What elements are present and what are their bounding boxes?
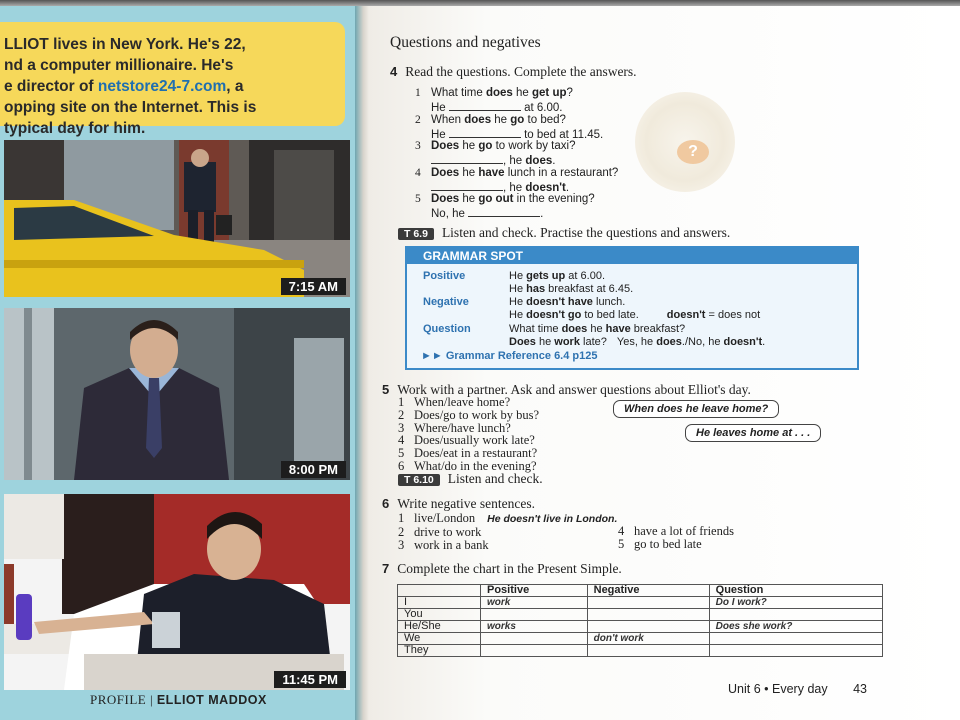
table-cell[interactable] <box>709 645 882 657</box>
grammar-text: What time <box>509 323 562 335</box>
exercise-7-instruction <box>382 561 622 577</box>
grammar-bold: has <box>526 283 546 295</box>
item-text: What/do in the evening? <box>414 458 537 473</box>
grammar-bold: doesn't go <box>526 309 582 321</box>
grammar-bold: doesn't <box>723 336 763 348</box>
question-text: What time <box>431 87 486 99</box>
question-item <box>415 114 603 142</box>
column-header <box>398 585 481 597</box>
exercise-6-instruction <box>382 496 535 512</box>
grammar-bold: have <box>605 323 631 335</box>
question-bold: go <box>510 114 525 126</box>
item-text: Where/have lunch? <box>414 420 511 435</box>
listen-check-5 <box>398 471 543 487</box>
grammar-text: He <box>509 296 527 308</box>
grammar-bold: doesn't <box>666 309 706 321</box>
answer-text: to bed at 11.45. <box>520 129 604 141</box>
time-label: 7:15 AM <box>281 278 346 295</box>
instruction-text: Listen and check. Practise the questions and answers. <box>441 225 731 240</box>
grammar-label: Positive <box>423 270 466 282</box>
question-item <box>415 193 595 221</box>
answer-blank[interactable] <box>449 127 521 138</box>
column-header: Question <box>709 585 882 597</box>
item-number: 2 <box>398 407 405 422</box>
exercise-6-list-left <box>398 512 617 551</box>
answer-line <box>415 100 573 115</box>
grammar-text: late? <box>579 336 607 348</box>
item-text: Does/eat in a restaurant? <box>414 446 538 461</box>
answer-text: , he <box>503 182 526 194</box>
list-item <box>398 512 617 526</box>
grammar-bold: does <box>561 323 588 335</box>
item-text: go to bed late <box>634 536 702 551</box>
table-cell[interactable]: Does she work? <box>709 621 882 633</box>
question-text: to bed? <box>524 114 566 126</box>
question-bold: get up <box>532 87 567 99</box>
grammar-label: Negative <box>423 296 469 308</box>
grammar-bold: work <box>554 336 580 348</box>
footer-unit: Unit 6 <box>728 682 761 696</box>
grammar-label: Question <box>423 323 471 335</box>
question-bold: have <box>478 167 505 179</box>
item-number: 5 <box>398 446 405 461</box>
question-bold: does <box>485 87 513 99</box>
netstore-link[interactable]: netstore24-7.com <box>97 78 227 95</box>
item-number: 4 <box>415 167 421 179</box>
answer-text: He <box>431 129 449 141</box>
item-number: 1 <box>398 395 405 409</box>
item-number: 3 <box>398 537 405 552</box>
exercise-number: 7 <box>382 561 390 576</box>
table-cell[interactable] <box>481 609 588 621</box>
grammar-text: Yes, he <box>616 336 657 348</box>
grammar-text: breakfast? <box>630 323 686 335</box>
table-header-row <box>398 585 883 597</box>
grammar-text: he <box>587 323 606 335</box>
exercise-number: 5 <box>382 382 390 397</box>
question-text: ? <box>566 87 573 99</box>
question-text: When <box>431 114 465 126</box>
photo-evening <box>4 308 350 480</box>
question-text: he <box>459 140 479 152</box>
item-text: live/London <box>414 511 476 525</box>
man-with-glass-illustration <box>4 494 350 690</box>
question-bold: Does <box>431 193 460 205</box>
page-gutter <box>355 6 369 720</box>
question-item <box>415 87 573 115</box>
item-number: 4 <box>618 524 625 538</box>
answer-bold: does <box>525 155 553 167</box>
grammar-text: at 6.00. <box>565 270 606 282</box>
answer-bold: doesn't <box>525 182 566 194</box>
item-number: 5 <box>415 193 421 205</box>
question-bold: go out <box>478 193 514 205</box>
question-text: he <box>459 167 479 179</box>
exercise-6-list-right <box>618 525 734 551</box>
grammar-text: he <box>535 336 555 348</box>
man-in-suit-illustration <box>4 308 350 480</box>
grammar-spot-title: GRAMMAR SPOT <box>407 248 857 264</box>
item-number: 3 <box>415 140 421 152</box>
answer-blank[interactable] <box>449 100 521 111</box>
instruction-text: Listen and check. <box>447 471 543 486</box>
table-cell[interactable] <box>587 645 709 657</box>
grammar-bold: Does <box>509 336 536 348</box>
item-text: Does/go to work by bus? <box>414 407 539 422</box>
table-row <box>398 597 883 609</box>
item-number: 3 <box>398 420 405 435</box>
time-label: 8:00 PM <box>281 461 346 478</box>
answer-text: at 6.00. <box>520 102 563 114</box>
grammar-text: He <box>509 270 527 282</box>
example-answer: He doesn't live in London. <box>487 513 618 525</box>
profile-caption <box>90 692 267 708</box>
speech-bubble-answer: He leaves home at . . . <box>685 424 821 442</box>
question-text: he <box>459 193 479 205</box>
answer-text: . <box>540 208 544 220</box>
photo-night <box>4 494 350 690</box>
grammar-text: He <box>509 283 527 295</box>
answer-text: He <box>431 102 449 114</box>
caption-name: ELLIOT MADDOX <box>156 693 267 707</box>
item-number: 6 <box>398 458 405 473</box>
item-text: drive to work <box>414 524 482 539</box>
intro-text <box>4 34 340 139</box>
exercise-4-instruction <box>390 64 637 80</box>
grammar-example <box>509 336 849 349</box>
table-cell: He/She <box>398 621 481 633</box>
audio-track-tag[interactable]: T 6.10 <box>398 474 440 486</box>
instruction-text: Write negative sentences. <box>397 496 536 511</box>
grammar-text: He <box>509 309 527 321</box>
answer-line <box>415 206 595 221</box>
list-item <box>618 538 734 551</box>
instruction-text: Read the questions. Complete the answers. <box>405 64 637 79</box>
question-text: in the evening? <box>513 193 595 205</box>
list-item <box>398 539 617 552</box>
answer-blank[interactable] <box>431 180 503 191</box>
exercise-5-list <box>398 396 539 473</box>
page-footer <box>728 682 867 696</box>
grammar-example <box>509 323 849 336</box>
item-text: Does/usually work late? <box>414 433 535 448</box>
footer-topic: Every day <box>772 682 828 696</box>
grammar-example <box>509 309 849 322</box>
answer-line <box>415 153 575 168</box>
table-row <box>398 633 883 645</box>
exercise-number: 6 <box>382 496 390 511</box>
table-cell[interactable] <box>481 645 588 657</box>
item-number: 2 <box>415 114 421 126</box>
column-header: Positive <box>481 585 588 597</box>
caption-profile: PROFILE <box>90 692 147 707</box>
instruction-text: Work with a partner. Ask and answer questions about Elliot's day. <box>397 382 751 397</box>
question-bold: does <box>464 114 492 126</box>
question-text: he <box>512 87 532 99</box>
question-bold: Does <box>431 167 460 179</box>
table-cell[interactable] <box>587 597 709 609</box>
intro-text-fragment: , a <box>226 78 244 95</box>
question-bold: Does <box>431 140 460 152</box>
speech-bubble-question: When does he leave home? <box>613 400 779 418</box>
item-number: 5 <box>618 536 625 551</box>
question-text: to work by taxi? <box>492 140 576 152</box>
answer-text: . <box>552 155 556 167</box>
table-cell[interactable] <box>481 633 588 645</box>
question-item <box>415 167 618 195</box>
question-mark-icon: ? <box>677 140 709 164</box>
item-text: When/leave home? <box>414 395 511 409</box>
grammar-example <box>509 296 849 309</box>
grammar-text: ./No, he <box>681 336 724 348</box>
grammar-short-answer <box>617 336 765 348</box>
answer-text: . <box>565 182 570 194</box>
answer-text: , he <box>503 155 526 167</box>
intro-line <box>4 76 340 97</box>
table-cell[interactable]: don't work <box>587 633 709 645</box>
intro-text-fragment: e director of <box>4 78 98 95</box>
intro-box <box>0 22 345 137</box>
grammar-bold: gets up <box>526 270 566 282</box>
intro-line: typical day for him. <box>4 120 146 137</box>
answer-blank[interactable] <box>468 206 540 217</box>
item-text: work in a bank <box>414 537 489 552</box>
grammar-example <box>509 270 849 283</box>
column-header: Negative <box>587 585 709 597</box>
grammar-bold: doesn't have <box>526 296 593 308</box>
grammar-bold: does <box>656 336 682 348</box>
answer-text: No, he <box>431 208 469 220</box>
caption-separator: | <box>149 692 154 707</box>
intro-line: nd a computer millionaire. He's <box>4 57 234 74</box>
double-arrow-icon: ►► <box>421 350 443 362</box>
table-row <box>398 621 883 633</box>
intro-line: LLIOT lives in New York. He's 22, <box>4 36 246 53</box>
table-cell[interactable]: works <box>481 621 588 633</box>
table-cell[interactable] <box>587 609 709 621</box>
time-label: 11:45 PM <box>274 671 346 688</box>
item-number: 1 <box>398 511 405 525</box>
grammar-reference-text: Grammar Reference 6.4 p125 <box>445 350 598 362</box>
question-text: lunch in a restaurant? <box>504 167 619 179</box>
item-number: 4 <box>398 433 405 448</box>
grammar-text: . <box>762 336 766 348</box>
table-row <box>398 609 883 621</box>
grammar-text: = does not <box>705 309 761 321</box>
grammar-text: to bed late. <box>581 309 639 321</box>
footer-bullet: • <box>764 682 769 696</box>
grammar-note <box>667 309 760 321</box>
table-cell[interactable] <box>709 609 882 621</box>
grammar-example <box>509 283 849 296</box>
question-text: he <box>491 114 511 126</box>
item-number: 2 <box>398 524 405 539</box>
table-cell: You <box>398 609 481 621</box>
taxi-scene-illustration <box>4 140 350 297</box>
table-cell[interactable] <box>709 633 882 645</box>
item-text: have a lot of friends <box>634 524 734 538</box>
grammar-text: breakfast at 6.45. <box>545 283 634 295</box>
audio-track-tag[interactable]: T 6.9 <box>398 228 434 240</box>
table-cell: We <box>398 633 481 645</box>
section-title: Questions and negatives <box>390 34 541 51</box>
grammar-reference-link[interactable] <box>421 350 598 362</box>
photo-morning <box>4 140 350 297</box>
instruction-text: Complete the chart in the Present Simple. <box>397 561 622 576</box>
exercise-number: 4 <box>390 64 398 79</box>
question-bold: go <box>478 140 493 152</box>
question-item <box>415 140 575 168</box>
table-cell: I <box>398 597 481 609</box>
item-number: 1 <box>415 87 421 99</box>
present-simple-chart <box>397 584 883 657</box>
intro-line: opping site on the Internet. This is <box>4 99 257 116</box>
table-cell: They <box>398 645 481 657</box>
table-cell[interactable]: work <box>481 597 588 609</box>
page-number: 43 <box>853 682 867 696</box>
listen-check-4 <box>398 225 730 241</box>
answer-blank[interactable] <box>431 153 503 164</box>
table-cell[interactable] <box>587 621 709 633</box>
table-row <box>398 645 883 657</box>
table-cell[interactable]: Do I work? <box>709 597 882 609</box>
grammar-spot-box <box>405 246 859 370</box>
grammar-text: lunch. <box>592 296 626 308</box>
